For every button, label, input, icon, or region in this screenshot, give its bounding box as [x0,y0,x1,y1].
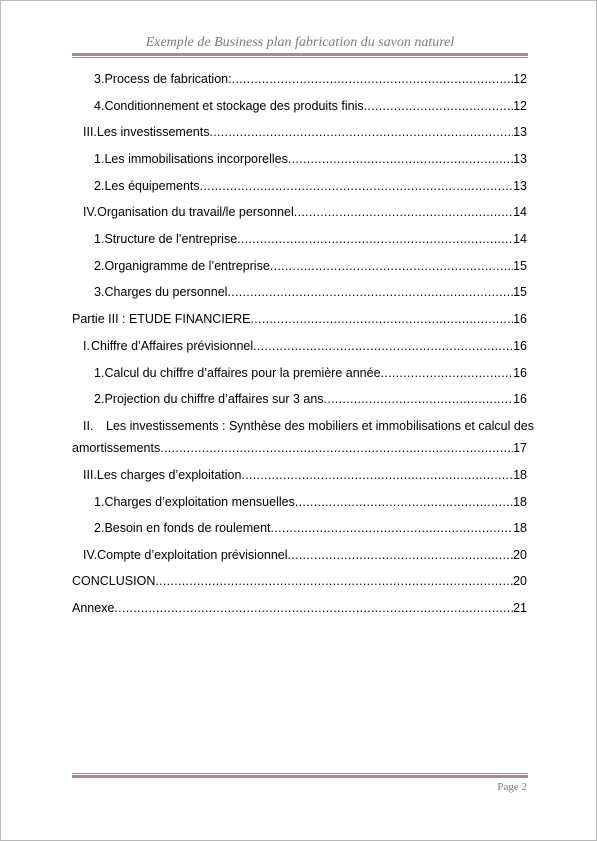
toc-leader-dots [294,205,513,220]
toc-entry-text: Charges du personnel [104,285,228,299]
toc-entry[interactable] [72,574,527,589]
toc-entry[interactable] [83,548,527,563]
toc-entry-number: 2. [94,521,105,535]
toc-entry-number: III. [83,125,97,139]
toc-entry[interactable] [72,312,527,327]
toc-entry-page: 16 [513,312,527,326]
toc-entry-page: 14 [513,232,527,246]
toc-entry-text: Organisation du travail/le personnel [97,205,294,219]
toc-entry-text: Compte d’exploitation prévisionnel [97,548,288,562]
toc-entry-number: II. [83,419,94,433]
toc-entry[interactable] [94,99,527,114]
toc-entry-text: Calcul du chiffre d’affaires pour la première année [104,366,381,380]
toc-leader-dots [200,179,513,194]
toc-entry[interactable] [83,125,527,140]
toc-entry[interactable] [72,601,527,616]
toc-leader-dots [381,366,514,381]
toc-entry-text: Partie III : ETUDE FINANCIERE [72,312,251,326]
toc-leader-dots [155,574,513,589]
toc-entry-number: 1. [94,232,105,246]
toc-entry[interactable] [94,179,527,194]
toc-leader-dots [232,72,514,87]
toc-entry-page: 13 [513,179,527,193]
toc-entry-page: 20 [513,574,527,588]
toc-entry-text: Les équipements [104,179,200,193]
toc-leader-dots [288,152,513,167]
toc-entry[interactable] [94,521,527,536]
toc-entry-number: 4. [94,99,105,113]
toc-entry[interactable] [94,259,527,274]
toc-entry-page: 15 [513,285,527,299]
toc-leader-dots [251,312,514,327]
footer-page-number: Page 2 [497,781,527,793]
toc-leader-dots [364,99,513,114]
toc-entry-number: 1. [94,495,105,509]
toc-entry[interactable] [94,366,527,381]
toc-entry-number: 1. [94,152,105,166]
toc-entry-number: IV. [83,548,98,562]
toc-entry-page: 16 [513,366,527,380]
toc-entry-text: Les investissements [96,125,210,139]
toc-entry-text: Chiffre d’Affaires prévisionnel [91,339,254,353]
toc-entry-page: 13 [513,152,527,166]
toc-entry-number: 3. [94,285,105,299]
toc-leader-dots [237,232,513,247]
toc-entry-page: 21 [513,601,527,615]
toc-entry[interactable] [83,339,527,354]
toc-leader-dots [295,495,513,510]
toc-entry-text: Structure de l’entreprise [104,232,238,246]
toc-entry[interactable] [94,232,527,247]
toc-entry[interactable] [94,495,527,510]
toc-entry[interactable] [94,152,527,167]
toc-entry-page: 18 [513,495,527,509]
toc-entry[interactable] [72,441,527,456]
toc-entry-text: Annexe [72,601,115,615]
toc-entry-page: 12 [513,72,527,86]
toc-entry-text: Charges d’exploitation mensuelles [104,495,295,509]
toc-entry[interactable] [94,392,527,407]
toc-entry-page: 12 [513,99,527,113]
toc-entry[interactable] [83,205,527,220]
toc-entry-page: 20 [513,548,527,562]
toc-leader-dots [324,392,514,407]
header-rule [72,53,528,58]
toc-entry-number: IV. [83,205,98,219]
toc-entry-number: III. [83,468,97,482]
toc-entry-number: 3. [94,72,105,86]
toc-leader-dots [253,339,513,354]
toc-entry-text: amortissements [72,441,161,455]
toc-leader-dots [114,601,513,616]
toc-entry-text: Les charges d’exploitation [96,468,242,482]
toc-leader-dots [209,125,513,140]
toc-entry-page: 14 [513,205,527,219]
toc-entry-page: 16 [513,339,527,353]
toc-entry-page: 18 [513,521,527,535]
toc-entry-text: Les immobilisations incorporelles [104,152,288,166]
toc-entry-text: Organigramme de l’entreprise [104,259,270,273]
footer-rule [72,773,528,778]
toc-entry[interactable] [94,72,527,87]
toc-entry-page: 16 [513,392,527,406]
toc-entry-page: 18 [513,468,527,482]
toc-leader-dots [227,285,513,300]
toc-entry-text: Projection du chiffre d’affaires sur 3 ans [104,392,324,406]
header-title: Exemple de Business plan fabrication du savon naturel [145,35,455,50]
toc-leader-dots [271,521,514,536]
toc-entry-text: CONCLUSION [72,574,156,588]
toc-entry-text-line1: Les investissements : Synthèse des mobiliers et immobilisations et calcul des [106,419,534,433]
toc-entry-text: Besoin en fonds de roulement [104,521,271,535]
toc-entry[interactable] [94,285,527,300]
toc-entry-first-line[interactable] [83,419,534,434]
toc-entry-number: 1. [94,366,105,380]
toc-entry-text: Conditionnement et stockage des produits finis [104,99,364,113]
toc-leader-dots [241,468,513,483]
toc-entry-number: I. [83,339,90,353]
toc-entry-page: 17 [513,441,527,455]
toc-entry-page: 15 [513,259,527,273]
toc-entry[interactable] [83,468,527,483]
toc-entry-number: 2. [94,179,105,193]
toc-entry-number: 2. [94,392,105,406]
toc-leader-dots [288,548,514,563]
toc-leader-dots [160,441,513,456]
toc-leader-dots [270,259,513,274]
toc-entry-text: Process de fabrication: [104,72,232,86]
toc-entry-page: 13 [513,125,527,139]
toc-entry-number: 2. [94,259,105,273]
